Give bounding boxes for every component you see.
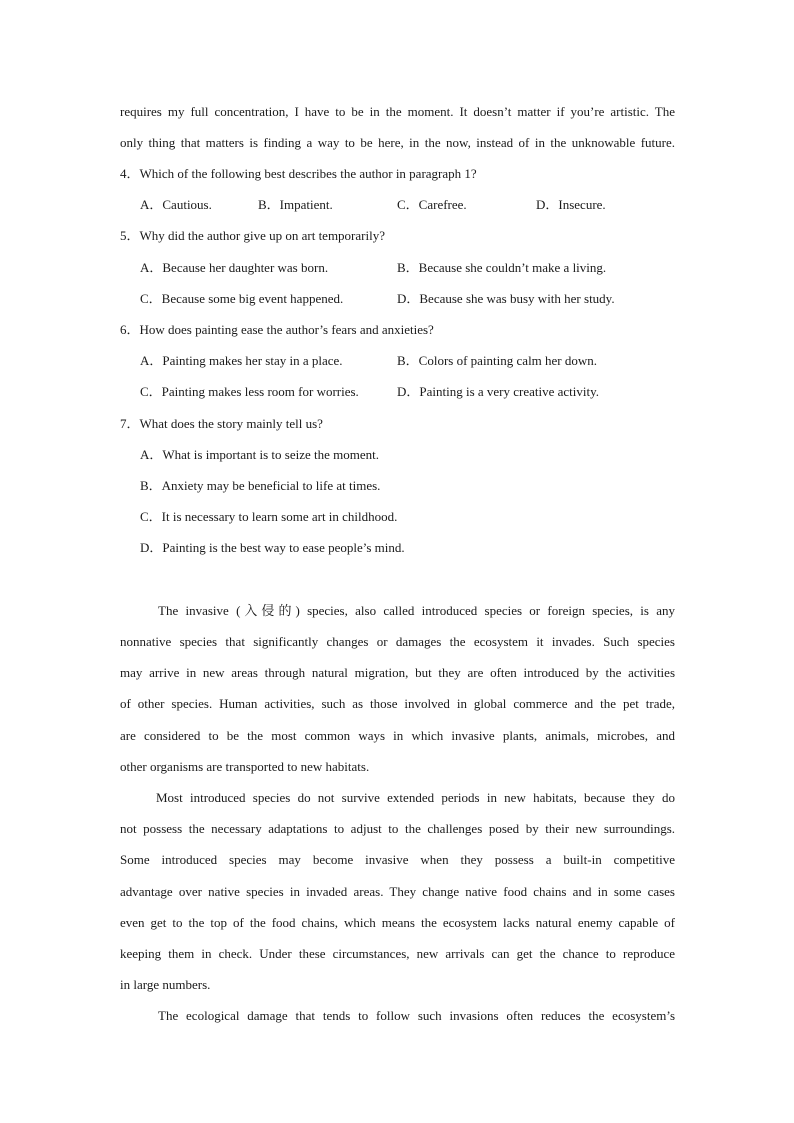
option: B．Impatient. [258,197,333,212]
intro-line: only thing that matters is finding a way to be here, in the now, instead of in the unknowable future. [120,135,675,150]
passage-line: of other species. Human activities, such as those involved in global commerce and the pet trade, [120,696,675,711]
passage-line: Some introduced species may become invasive when they possess a built-in competitive [120,852,675,867]
question-stem: 6．How does painting ease the author’s fears and anxieties? [120,322,434,337]
passage-line: Most introduced species do not survive extended periods in new habitats, because they do [156,790,675,805]
passage-line: The invasive (入侵的) species, also called introduced species or foreign species, is any [158,603,675,618]
passage-line: nonnative species that significantly changes or damages the ecosystem it invades. Such species [120,634,675,649]
passage-line: are considered to be the most common ways in which invasive plants, animals, microbes, and [120,728,675,743]
option: C．Carefree. [397,197,467,212]
question-stem: 4．Which of the following best describes the author in paragraph 1? [120,166,477,181]
passage-line: other organisms are transported to new habitats. [120,759,370,774]
option: A．Because her daughter was born. [140,260,329,275]
passage-line: The ecological damage that tends to follow such invasions often reduces the ecosystem’s [158,1008,675,1023]
passage-line: in large numbers. [120,977,211,992]
passage-line: even get to the top of the food chains, which means the ecosystem lacks natural enemy capable of [120,915,675,930]
passage-line: keeping them in check. Under these circumstances, new arrivals can get the chance to reproduce [120,946,675,961]
option: A．What is important is to seize the moment. [140,447,380,462]
option: C．Painting makes less room for worries. [140,384,359,399]
question-stem: 5．Why did the author give up on art temporarily? [120,228,385,243]
option: D．Painting is the best way to ease people’s mind. [140,540,405,555]
option: B．Because she couldn’t make a living. [397,260,607,275]
option: A．Painting makes her stay in a place. [140,353,343,368]
option: B．Colors of painting calm her down. [397,353,598,368]
option: A．Cautious. [140,197,212,212]
passage-line: may arrive in new areas through natural migration, but they are often introduced by the activities [120,665,675,680]
intro-line: requires my full concentration, I have to be in the moment. It doesn’t matter if you’re artistic. The [120,104,675,119]
passage-line: not possess the necessary adaptations to adjust to the challenges posed by their new surroundings. [120,821,675,836]
option: B．Anxiety may be beneficial to life at times. [140,478,381,493]
option: C．Because some big event happened. [140,291,344,306]
option: D．Because she was busy with her study. [397,291,615,306]
passage-line: advantage over native species in invaded areas. They change native food chains and in some cases [120,884,675,899]
option: C．It is necessary to learn some art in childhood. [140,509,398,524]
option: D．Insecure. [536,197,606,212]
option: D．Painting is a very creative activity. [397,384,600,399]
question-stem: 7．What does the story mainly tell us? [120,416,323,431]
